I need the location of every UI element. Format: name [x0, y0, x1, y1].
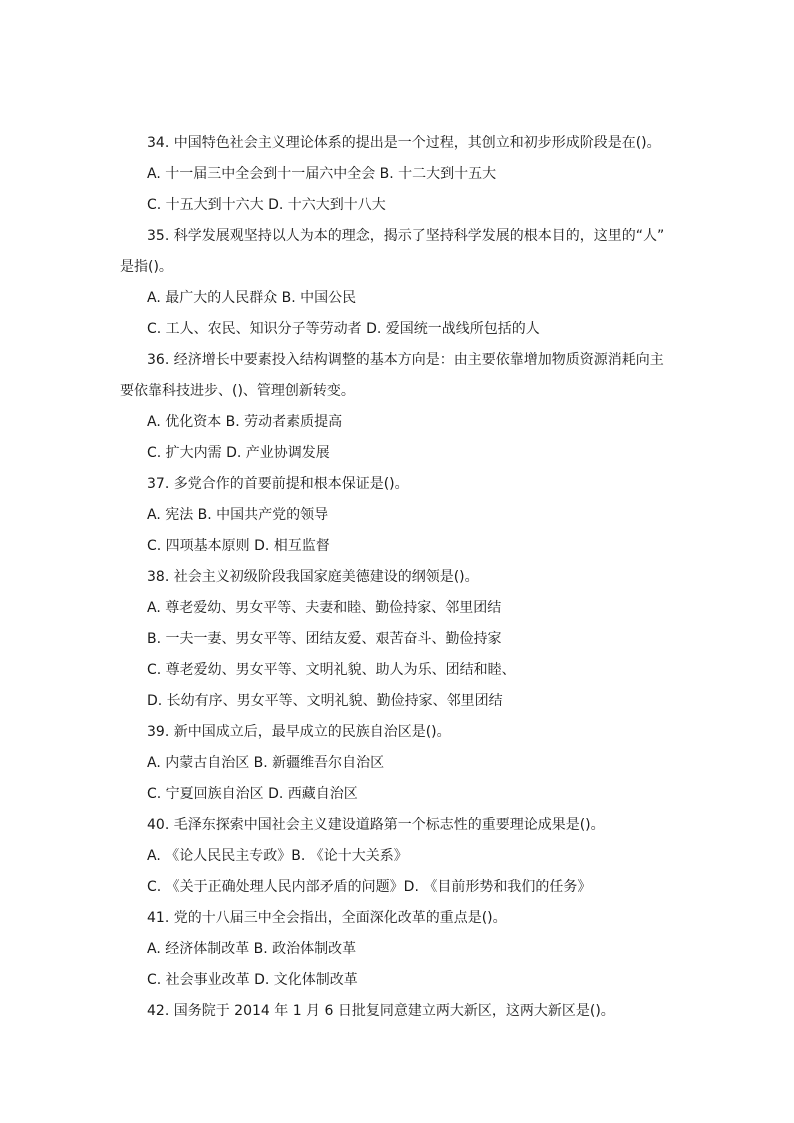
question-38-option-c: C. 尊老爱幼、男女平等、文明礼貌、助人为乐、团结和睦、	[147, 662, 516, 678]
question-35-stem: 35. 科学发展观坚持以人为本的理念，揭示了坚持科学发展的根本目的，这里的“人”	[147, 228, 665, 244]
question-36-options-ab: A. 优化资本 B. 劳动者素质提高	[147, 414, 343, 430]
question-36-stem: 36. 经济增长中要素投入结构调整的基本方向是：由主要依靠增加物质资源消耗向主	[147, 352, 664, 368]
question-40-options-ab: A. 《论人民民主专政》B. 《论十大关系》	[147, 848, 408, 864]
question-41-options-ab: A. 经济体制改革 B. 政治体制改革	[147, 941, 357, 957]
question-38-option-d: D. 长幼有序、男女平等、文明礼貌、勤俭持家、邻里团结	[147, 693, 503, 709]
question-39-options-ab: A. 内蒙古自治区 B. 新疆维吾尔自治区	[147, 755, 385, 771]
question-39-options-cd: C. 宁夏回族自治区 D. 西藏自治区	[147, 786, 358, 802]
question-34-options-cd: C. 十五大到十六大 D. 十六大到十八大	[147, 197, 386, 213]
question-35-options-cd: C. 工人、农民、知识分子等劳动者 D. 爱国统一战线所包括的人	[147, 321, 540, 337]
question-34-stem: 34. 中国特色社会主义理论体系的提出是一个过程，其创立和初步形成阶段是在()。	[147, 135, 661, 151]
question-42-stem: 42. 国务院于 2014 年 1 月 6 日批复同意建立两大新区，这两大新区是()。	[147, 1003, 615, 1019]
question-37-stem: 37. 多党合作的首要前提和根本保证是()。	[147, 476, 409, 492]
question-38-option-a: A. 尊老爱幼、男女平等、夫妻和睦、勤俭持家、邻里团结	[147, 600, 502, 616]
question-36-stem-continued: 要依靠科技进步、()、管理创新转变。	[120, 383, 355, 399]
question-38-stem: 38. 社会主义初级阶段我国家庭美德建设的纲领是()。	[147, 569, 479, 585]
question-37-options-ab: A. 宪法 B. 中国共产党的领导	[147, 507, 329, 523]
question-35-options-ab: A. 最广大的人民群众 B. 中国公民	[147, 290, 357, 306]
question-39-stem: 39. 新中国成立后，最早成立的民族自治区是()。	[147, 724, 451, 740]
question-36-options-cd: C. 扩大内需 D. 产业协调发展	[147, 445, 330, 461]
question-40-options-cd: C. 《关于正确处理人民内部矛盾的问题》D. 《目前形势和我们的任务》	[147, 879, 592, 895]
document-page	[0, 128, 794, 1027]
question-40-stem: 40. 毛泽东探索中国社会主义建设道路第一个标志性的重要理论成果是()。	[147, 817, 605, 833]
question-41-stem: 41. 党的十八届三中全会指出，全面深化改革的重点是()。	[147, 910, 507, 926]
question-35-stem-continued: 是指()。	[120, 259, 173, 275]
question-37-options-cd: C. 四项基本原则 D. 相互监督	[147, 538, 330, 554]
question-38-option-b: B. 一夫一妻、男女平等、团结友爱、艰苦奋斗、勤俭持家	[147, 631, 502, 647]
question-41-options-cd: C. 社会事业改革 D. 文化体制改革	[147, 972, 358, 988]
question-34-options-ab: A. 十一届三中全会到十一届六中全会 B. 十二大到十五大	[147, 166, 497, 182]
